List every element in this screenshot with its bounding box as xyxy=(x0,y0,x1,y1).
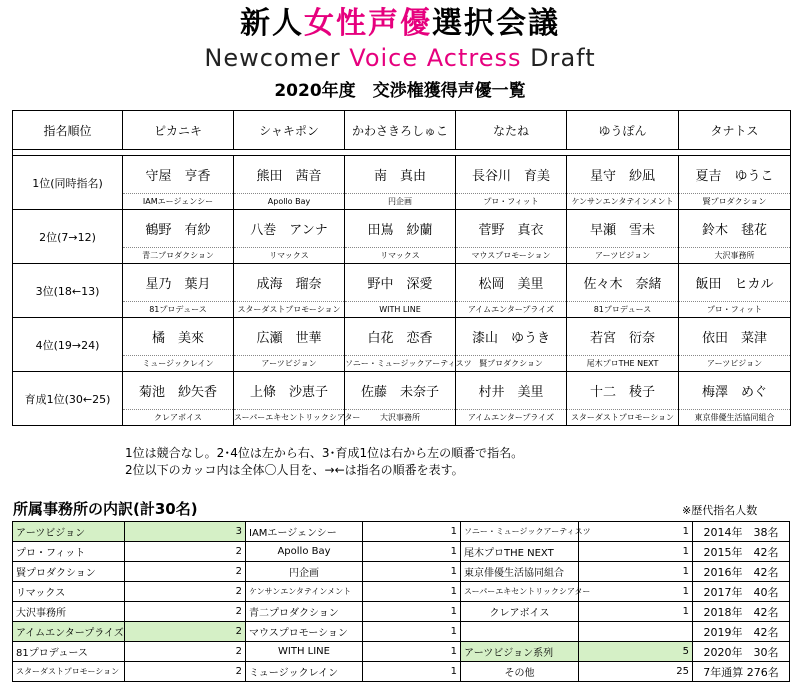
pick-agency: クレアボイス xyxy=(123,410,234,426)
agency-count: 1 xyxy=(363,522,461,542)
header-cell: なたね xyxy=(456,111,567,150)
pick-name: 八巻 アンナ xyxy=(234,210,345,248)
pick-agency: スターダストプロモーション xyxy=(234,302,345,318)
history-row xyxy=(693,562,790,582)
pick-name: 成海 瑠奈 xyxy=(234,264,345,302)
pick-agency: ケンサンエンタテインメント xyxy=(567,194,679,210)
pick-agency: 大沢事務所 xyxy=(345,410,456,426)
pick-agency: アーツビジョン xyxy=(234,356,345,372)
en-title-part: Draft xyxy=(521,44,596,72)
pick-name: 鈴木 毬花 xyxy=(679,210,791,248)
history-row xyxy=(693,602,790,622)
pick-agency: アイムエンタープライズ xyxy=(456,410,567,426)
agency-count: 5 xyxy=(579,642,693,662)
pick-name: 守屋 亨香 xyxy=(123,156,234,194)
title-part-red: 女性声優 xyxy=(304,6,432,41)
pick-name: 依田 菜津 xyxy=(679,318,791,356)
round-row xyxy=(13,264,791,302)
pick-name: 早瀬 雪未 xyxy=(567,210,679,248)
pick-name: 村井 美里 xyxy=(456,372,567,410)
pick-name: 長谷川 育美 xyxy=(456,156,567,194)
agency-name: 東京俳優生活協同組合 xyxy=(461,562,579,582)
pick-agency: 賢プロダクション xyxy=(679,194,791,210)
agency-count: 1 xyxy=(363,542,461,562)
history-cell: 2020年 30名 xyxy=(693,642,790,662)
agency-count: 1 xyxy=(579,602,693,622)
header-cell: かわさきろしゅこ xyxy=(345,111,456,150)
pick-name: 上條 沙恵子 xyxy=(234,372,345,410)
agency-count: 1 xyxy=(363,642,461,662)
pick-name: 菅野 真衣 xyxy=(456,210,567,248)
history-title: ※歴代指名人数 xyxy=(682,504,758,517)
pick-name: 星乃 葉月 xyxy=(123,264,234,302)
pick-agency: アーツビジョン xyxy=(679,356,791,372)
agency-count: 2 xyxy=(125,602,246,622)
rank-cell: 2位(7→12) xyxy=(13,210,123,264)
pick-agency: リマックス xyxy=(234,248,345,264)
agency-name: マウスプロモーション xyxy=(246,622,363,642)
agency-name: アイムエンタープライズ xyxy=(13,622,125,642)
round-agency-row xyxy=(13,356,791,372)
history-table xyxy=(692,521,790,682)
pick-name: 橘 美來 xyxy=(123,318,234,356)
pick-agency: 81プロデュース xyxy=(567,302,679,318)
pick-name: 漆山 ゆうき xyxy=(456,318,567,356)
round-row xyxy=(13,210,791,248)
round-agency-row xyxy=(13,302,791,318)
round-agency-row xyxy=(13,410,791,426)
agency-name: 大沢事務所 xyxy=(13,602,125,622)
en-title-part: Newcomer xyxy=(204,44,350,72)
history-row xyxy=(693,642,790,662)
header-cell: シャキポン xyxy=(234,111,345,150)
history-row xyxy=(693,542,790,562)
history-cell: 2019年 42名 xyxy=(693,622,790,642)
agency-name: WITH LINE xyxy=(246,642,363,662)
agency-name: クレアボイス xyxy=(461,602,579,622)
round-row xyxy=(13,318,791,356)
en-title-part-red: Voice Actress xyxy=(349,44,522,72)
history-cell: 2016年 42名 xyxy=(693,562,790,582)
agency-name: スターダストプロモーション xyxy=(13,662,125,682)
round-row xyxy=(13,372,791,410)
agency-count: 1 xyxy=(363,582,461,602)
pick-agency: IAMエージェンシー xyxy=(123,194,234,210)
pick-name: 白花 恋香 xyxy=(345,318,456,356)
pick-name: 鶴野 有紗 xyxy=(123,210,234,248)
agency-name: 賢プロダクション xyxy=(13,562,125,582)
round-row xyxy=(13,156,791,194)
agency-row xyxy=(13,622,693,642)
pick-agency: プロ・フィット xyxy=(456,194,567,210)
agency-count: 1 xyxy=(579,582,693,602)
agency-row xyxy=(13,582,693,602)
pick-name: 野中 深愛 xyxy=(345,264,456,302)
history-cell: 2014年 38名 xyxy=(693,522,790,542)
header-cell: 指名順位 xyxy=(13,111,123,150)
agency-count: 2 xyxy=(125,642,246,662)
agency-section-title: 所属事務所の内訳(計30名) xyxy=(13,500,198,518)
pick-agency: ミュージックレイン xyxy=(123,356,234,372)
history-row xyxy=(693,662,790,682)
history-cell: 7年通算 276名 xyxy=(693,662,790,682)
rank-cell: 1位(同時指名) xyxy=(13,156,123,210)
agency-count: 1 xyxy=(363,662,461,682)
agency-name: Apollo Bay xyxy=(246,542,363,562)
pick-name: 菊池 紗矢香 xyxy=(123,372,234,410)
pick-agency: 円企画 xyxy=(345,194,456,210)
draft-table xyxy=(12,110,791,426)
agency-count: 1 xyxy=(579,542,693,562)
pick-name: 南 真由 xyxy=(345,156,456,194)
pick-agency: Apollo Bay xyxy=(234,194,345,210)
pick-agency: 東京俳優生活協同組合 xyxy=(679,410,791,426)
header-cell: ピカニキ xyxy=(123,111,234,150)
pick-name: 佐々木 奈緒 xyxy=(567,264,679,302)
agency-name: アーツビジョン xyxy=(13,522,125,542)
pick-agency: アイムエンタープライズ xyxy=(456,302,567,318)
agency-count xyxy=(579,622,693,642)
rank-cell: 4位(19→24) xyxy=(13,318,123,372)
agency-breakdown-table xyxy=(12,521,693,682)
agency-row xyxy=(13,542,693,562)
pick-name: 田嶌 紗蘭 xyxy=(345,210,456,248)
rank-cell: 育成1位(30←25) xyxy=(13,372,123,426)
title-part: 選択会議 xyxy=(432,6,560,41)
agency-count: 2 xyxy=(125,562,246,582)
agency-name: 青二プロダクション xyxy=(246,602,363,622)
agency-row xyxy=(13,602,693,622)
agency-name: その他 xyxy=(461,662,579,682)
header-row xyxy=(13,111,791,150)
agency-name: リマックス xyxy=(13,582,125,602)
pick-agency: アーツビジョン xyxy=(567,248,679,264)
round-agency-row xyxy=(13,194,791,210)
pick-name: 熊田 茜音 xyxy=(234,156,345,194)
agency-count: 25 xyxy=(579,662,693,682)
history-cell: 2015年 42名 xyxy=(693,542,790,562)
agency-count: 2 xyxy=(125,542,246,562)
round-agency-row xyxy=(13,248,791,264)
english-title xyxy=(0,44,800,72)
agency-name: ケンサンエンタテインメント xyxy=(246,582,363,602)
pick-agency: スターダストプロモーション xyxy=(567,410,679,426)
pick-name: 松岡 美里 xyxy=(456,264,567,302)
agency-count: 2 xyxy=(125,662,246,682)
pick-name: 星守 紗凪 xyxy=(567,156,679,194)
pick-agency: WITH LINE xyxy=(345,302,456,318)
pick-agency: 賢プロダクション xyxy=(456,356,567,372)
pick-name: 広瀬 世華 xyxy=(234,318,345,356)
pick-agency: リマックス xyxy=(345,248,456,264)
agency-name: ミュージックレイン xyxy=(246,662,363,682)
agency-row xyxy=(13,662,693,682)
note-line: 2位以下のカッコ内は全体〇人目を、→←は指名の順番を表す。 xyxy=(125,463,464,477)
agency-name: スーパーエキセントリックシアター xyxy=(461,582,579,602)
pick-agency: プロ・フィット xyxy=(679,302,791,318)
title-part: 新人 xyxy=(240,6,304,41)
agency-count: 1 xyxy=(363,622,461,642)
agency-name: アーツビジョン系列 xyxy=(461,642,579,662)
history-cell: 2018年 42名 xyxy=(693,602,790,622)
pick-agency: ソニー・ミュージックアーティスツ xyxy=(345,356,456,372)
agency-name: ソニー・ミュージックアーティスツ xyxy=(461,522,579,542)
history-row xyxy=(693,622,790,642)
pick-agency: マウスプロモーション xyxy=(456,248,567,264)
agency-count: 1 xyxy=(363,602,461,622)
main-title xyxy=(0,6,800,42)
agency-name: プロ・フィット xyxy=(13,542,125,562)
pick-agency: 尾木プロTHE NEXT xyxy=(567,356,679,372)
pick-agency: 81プロデュース xyxy=(123,302,234,318)
agency-count: 3 xyxy=(125,522,246,542)
pick-agency: 大沢事務所 xyxy=(679,248,791,264)
history-row xyxy=(693,582,790,602)
history-cell: 2017年 40名 xyxy=(693,582,790,602)
subtitle: 2020年度 交渉権獲得声優一覧 xyxy=(274,81,526,101)
note-line: 1位は競合なし。2･4位は左から右、3･育成1位は右から左の順番で指名。 xyxy=(125,446,524,460)
agency-count: 2 xyxy=(125,582,246,602)
agency-count: 1 xyxy=(579,522,693,542)
agency-row xyxy=(13,642,693,662)
pick-name: 夏吉 ゆうこ xyxy=(679,156,791,194)
header-cell: タナトス xyxy=(679,111,791,150)
agency-name: 81プロデュース xyxy=(13,642,125,662)
pick-name: 梅澤 めぐ xyxy=(679,372,791,410)
pick-name: 佐藤 未奈子 xyxy=(345,372,456,410)
agency-name: IAMエージェンシー xyxy=(246,522,363,542)
rank-cell: 3位(18←13) xyxy=(13,264,123,318)
pick-name: 若宮 衍奈 xyxy=(567,318,679,356)
agency-name: 尾木プロTHE NEXT xyxy=(461,542,579,562)
header-cell: ゆうぽん xyxy=(567,111,679,150)
pick-name: 十二 稜子 xyxy=(567,372,679,410)
agency-name xyxy=(461,622,579,642)
agency-count: 1 xyxy=(579,562,693,582)
pick-agency: スーパーエキセントリックシアター xyxy=(234,410,345,426)
pick-agency: 青二プロダクション xyxy=(123,248,234,264)
agency-count: 2 xyxy=(125,622,246,642)
agency-name: 円企画 xyxy=(246,562,363,582)
pick-name: 飯田 ヒカル xyxy=(679,264,791,302)
agency-row xyxy=(13,562,693,582)
agency-count: 1 xyxy=(363,562,461,582)
history-row xyxy=(693,522,790,542)
agency-row xyxy=(13,522,693,542)
